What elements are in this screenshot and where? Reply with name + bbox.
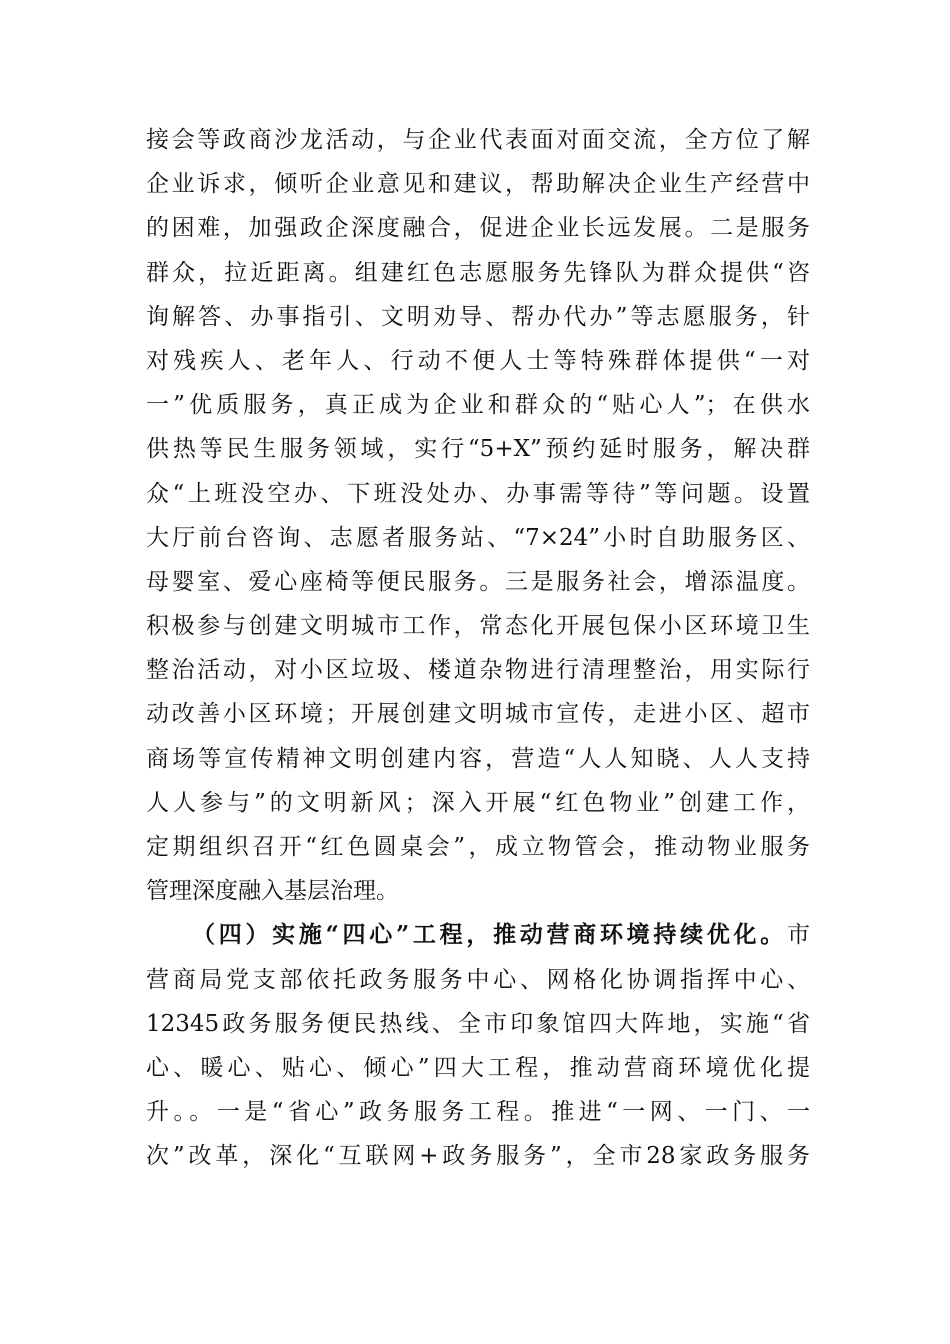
text-line: 心、暖心、贴心、倾心”四大工程，推动营商环境优化提 — [146, 1054, 810, 1081]
text-line: 升。。一是“省心”政务服务工程。推进“一网、一门、一 — [146, 1099, 810, 1126]
section-heading: （四）实施“四心”工程，推动营商环境持续优化。 — [192, 921, 787, 949]
paragraph-first-line — [146, 913, 810, 957]
paragraph-four-hearts-project — [146, 913, 810, 1178]
text-line: 管理深度融入基层治理。 — [146, 878, 399, 905]
text-line: 12345政务服务便民热线、全市印象馆四大阵地，实施“省 — [146, 1010, 810, 1037]
text-line: 次”改革，深化“互联网+政务服务”，全市28家政务服务 — [146, 1143, 810, 1170]
text-line: 积极参与创建文明城市工作，常态化开展包保小区环境卫生 — [146, 613, 810, 640]
text-line: 定期组织召开“红色圆桌会”，成立物管会，推动物业服务 — [146, 834, 810, 860]
text-line: 众“上班没空办、下班没处办、办事需等待”等问题。设置 — [146, 480, 810, 507]
text-line: 营商局党支部依托政务服务中心、网格化协调指挥中心、 — [146, 966, 810, 993]
text-line: 一”优质服务，真正成为企业和群众的“贴心人”；在供水 — [146, 392, 810, 419]
text-line: 整治活动，对小区垃圾、楼道杂物进行清理整治，用实际行 — [146, 657, 810, 684]
text-line: 询解答、办事指引、文明劝导、帮办代办”等志愿服务，针 — [146, 303, 810, 330]
text-line: 接会等政商沙龙活动，与企业代表面对面交流，全方位了解 — [146, 127, 810, 153]
text-line: 对残疾人、老年人、行动不便人士等特殊群体提供“一对 — [146, 347, 810, 374]
text-line: 的困难，加强政企深度融合，促进企业长远发展。二是服务 — [146, 215, 810, 242]
text-line: 人人参与”的文明新风；深入开展“红色物业”创建工作， — [146, 789, 810, 816]
text-line: 群众，拉近距离。组建红色志愿服务先锋队为群众提供“咨 — [146, 259, 810, 286]
document-body — [146, 118, 810, 1179]
paragraph-service-continuation — [146, 118, 810, 913]
text-line: 母婴室、爱心座椅等便民服务。三是服务社会，增添温度。 — [146, 568, 810, 595]
text-line: 动改善小区环境；开展创建文明城市宣传，走进小区、超市 — [146, 701, 810, 728]
heading-line-rest: 市 — [787, 922, 810, 949]
text-line: 大厅前台咨询、志愿者服务站、“7×24”小时自助服务区、 — [146, 524, 810, 551]
text-line: 企业诉求，倾听企业意见和建议，帮助解决企业生产经营中 — [146, 171, 810, 198]
text-line: 商场等宣传精神文明创建内容，营造“人人知晓、人人支持 — [146, 745, 810, 772]
text-line: 供热等民生服务领域，实行“5+X”预约延时服务，解决群 — [146, 436, 810, 463]
